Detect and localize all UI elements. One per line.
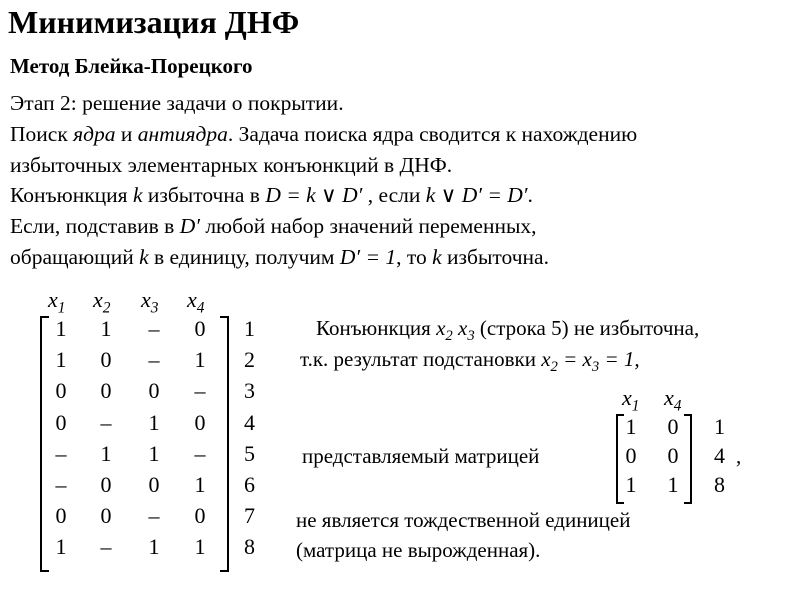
matrix-cell: 0	[194, 409, 206, 435]
matrix-cell: 1	[100, 440, 112, 466]
small-matrix-cell: 0	[667, 443, 679, 468]
matrix-cell: –	[55, 440, 67, 466]
right-line-2: т.к. результат подстановки $x_2 = x_3 = 1$,	[300, 347, 640, 376]
matrix-cell: 0	[100, 472, 112, 497]
matrix-cell: 1	[194, 534, 206, 560]
para-line-1: Этап 2: решение задачи о покрытии.	[10, 91, 344, 115]
matrix-cell: 1	[55, 534, 67, 560]
small-matrix-row-number: 1	[714, 414, 725, 439]
matrix-cell: 0	[148, 472, 160, 497]
matrix-cell: 0	[194, 503, 206, 529]
matrix-cell: 0	[194, 316, 206, 341]
description-paragraph	[10, 88, 637, 273]
right-line-4: не является тождественной единицей	[296, 508, 631, 532]
para-line-2: Поиск ядра и антиядра. Задача поиска ядра сводится к нахождению	[10, 121, 638, 146]
matrix-cell: –	[100, 534, 112, 560]
method-subtitle: Метод Блейка-Порецкого	[10, 54, 253, 78]
matrix-cell: 0	[55, 409, 67, 435]
page-title: Минимизация ДНФ	[8, 4, 300, 40]
para-line-5: Если, подставив в D′ любой набор значений переменных,	[10, 214, 537, 239]
small-matrix-col-header: $x_4$	[664, 385, 682, 415]
matrix-row-number: 1	[244, 316, 255, 341]
right-line-3-comma: ,	[736, 444, 742, 468]
matrix-cell: –	[194, 440, 206, 466]
matrix-row-number: 7	[244, 503, 255, 529]
matrix-col-header: $x_1$	[48, 287, 66, 317]
matrix-col-header: $x_2$	[93, 287, 111, 317]
matrix-col-header: $x_3$	[141, 287, 159, 317]
matrix-row-number: 2	[244, 347, 255, 373]
right-line-5: (матрица не вырожденная).	[296, 538, 541, 562]
matrix-cell: –	[148, 503, 160, 529]
matrix-cell: 1	[55, 347, 67, 373]
matrix-right-bracket	[220, 316, 229, 572]
small-matrix-cell: 1	[625, 414, 637, 439]
matrix-row-number: 5	[244, 440, 255, 466]
matrix-cell: 1	[148, 440, 160, 466]
matrix-col-header: $x_4$	[187, 287, 205, 317]
matrix-row-number: 4	[244, 409, 255, 435]
matrix-cell: 1	[194, 347, 206, 373]
matrix-cell: 0	[100, 347, 112, 373]
small-matrix-cell: 0	[667, 414, 679, 439]
para-line-3: избыточных элементарных конъюнкций в ДНФ.	[10, 152, 453, 177]
matrix-cell: 0	[55, 503, 67, 529]
para-line-6: обращающий k в единицу, получим D′ = 1, то k избыточна.	[10, 244, 549, 269]
matrix-cell: 0	[100, 378, 112, 404]
matrix-row-number: 3	[244, 378, 255, 404]
matrix-cell: 1	[148, 534, 160, 560]
small-matrix-row-number: 8	[714, 472, 725, 497]
matrix-cell: 0	[148, 378, 160, 404]
matrix-cell: 1	[194, 472, 206, 497]
right-line-1: Конъюнкция $x_2$ $x_3$ (строка 5) не избыточна,	[316, 316, 700, 345]
matrix-cell: 1	[55, 316, 67, 341]
para-line-4: Конъюнкция k избыточна в D = k ∨ D′ , если k ∨ D′ = D′.	[10, 183, 533, 208]
small-matrix-right-bracket	[684, 414, 692, 504]
matrix-cell: 1	[148, 409, 160, 435]
matrix-cell: 1	[100, 316, 112, 341]
small-matrix-row-number: 4	[714, 443, 725, 468]
matrix-row-number: 6	[244, 472, 255, 497]
matrix-cell: –	[100, 409, 112, 435]
small-matrix-col-header: $x_1$	[622, 385, 640, 415]
small-matrix-cell: 1	[667, 472, 679, 497]
matrix-cell: –	[148, 316, 160, 341]
matrix-cell: 0	[100, 503, 112, 529]
matrix-cell: –	[55, 472, 67, 497]
matrix-cell: 0	[55, 378, 67, 404]
matrix-cell: –	[194, 378, 206, 404]
small-matrix-cell: 0	[625, 443, 637, 468]
matrix-cell: –	[148, 347, 160, 373]
small-matrix-cell: 1	[625, 472, 637, 497]
matrix-row-number: 8	[244, 534, 255, 560]
right-line-3: представляемый матрицей	[302, 444, 540, 468]
